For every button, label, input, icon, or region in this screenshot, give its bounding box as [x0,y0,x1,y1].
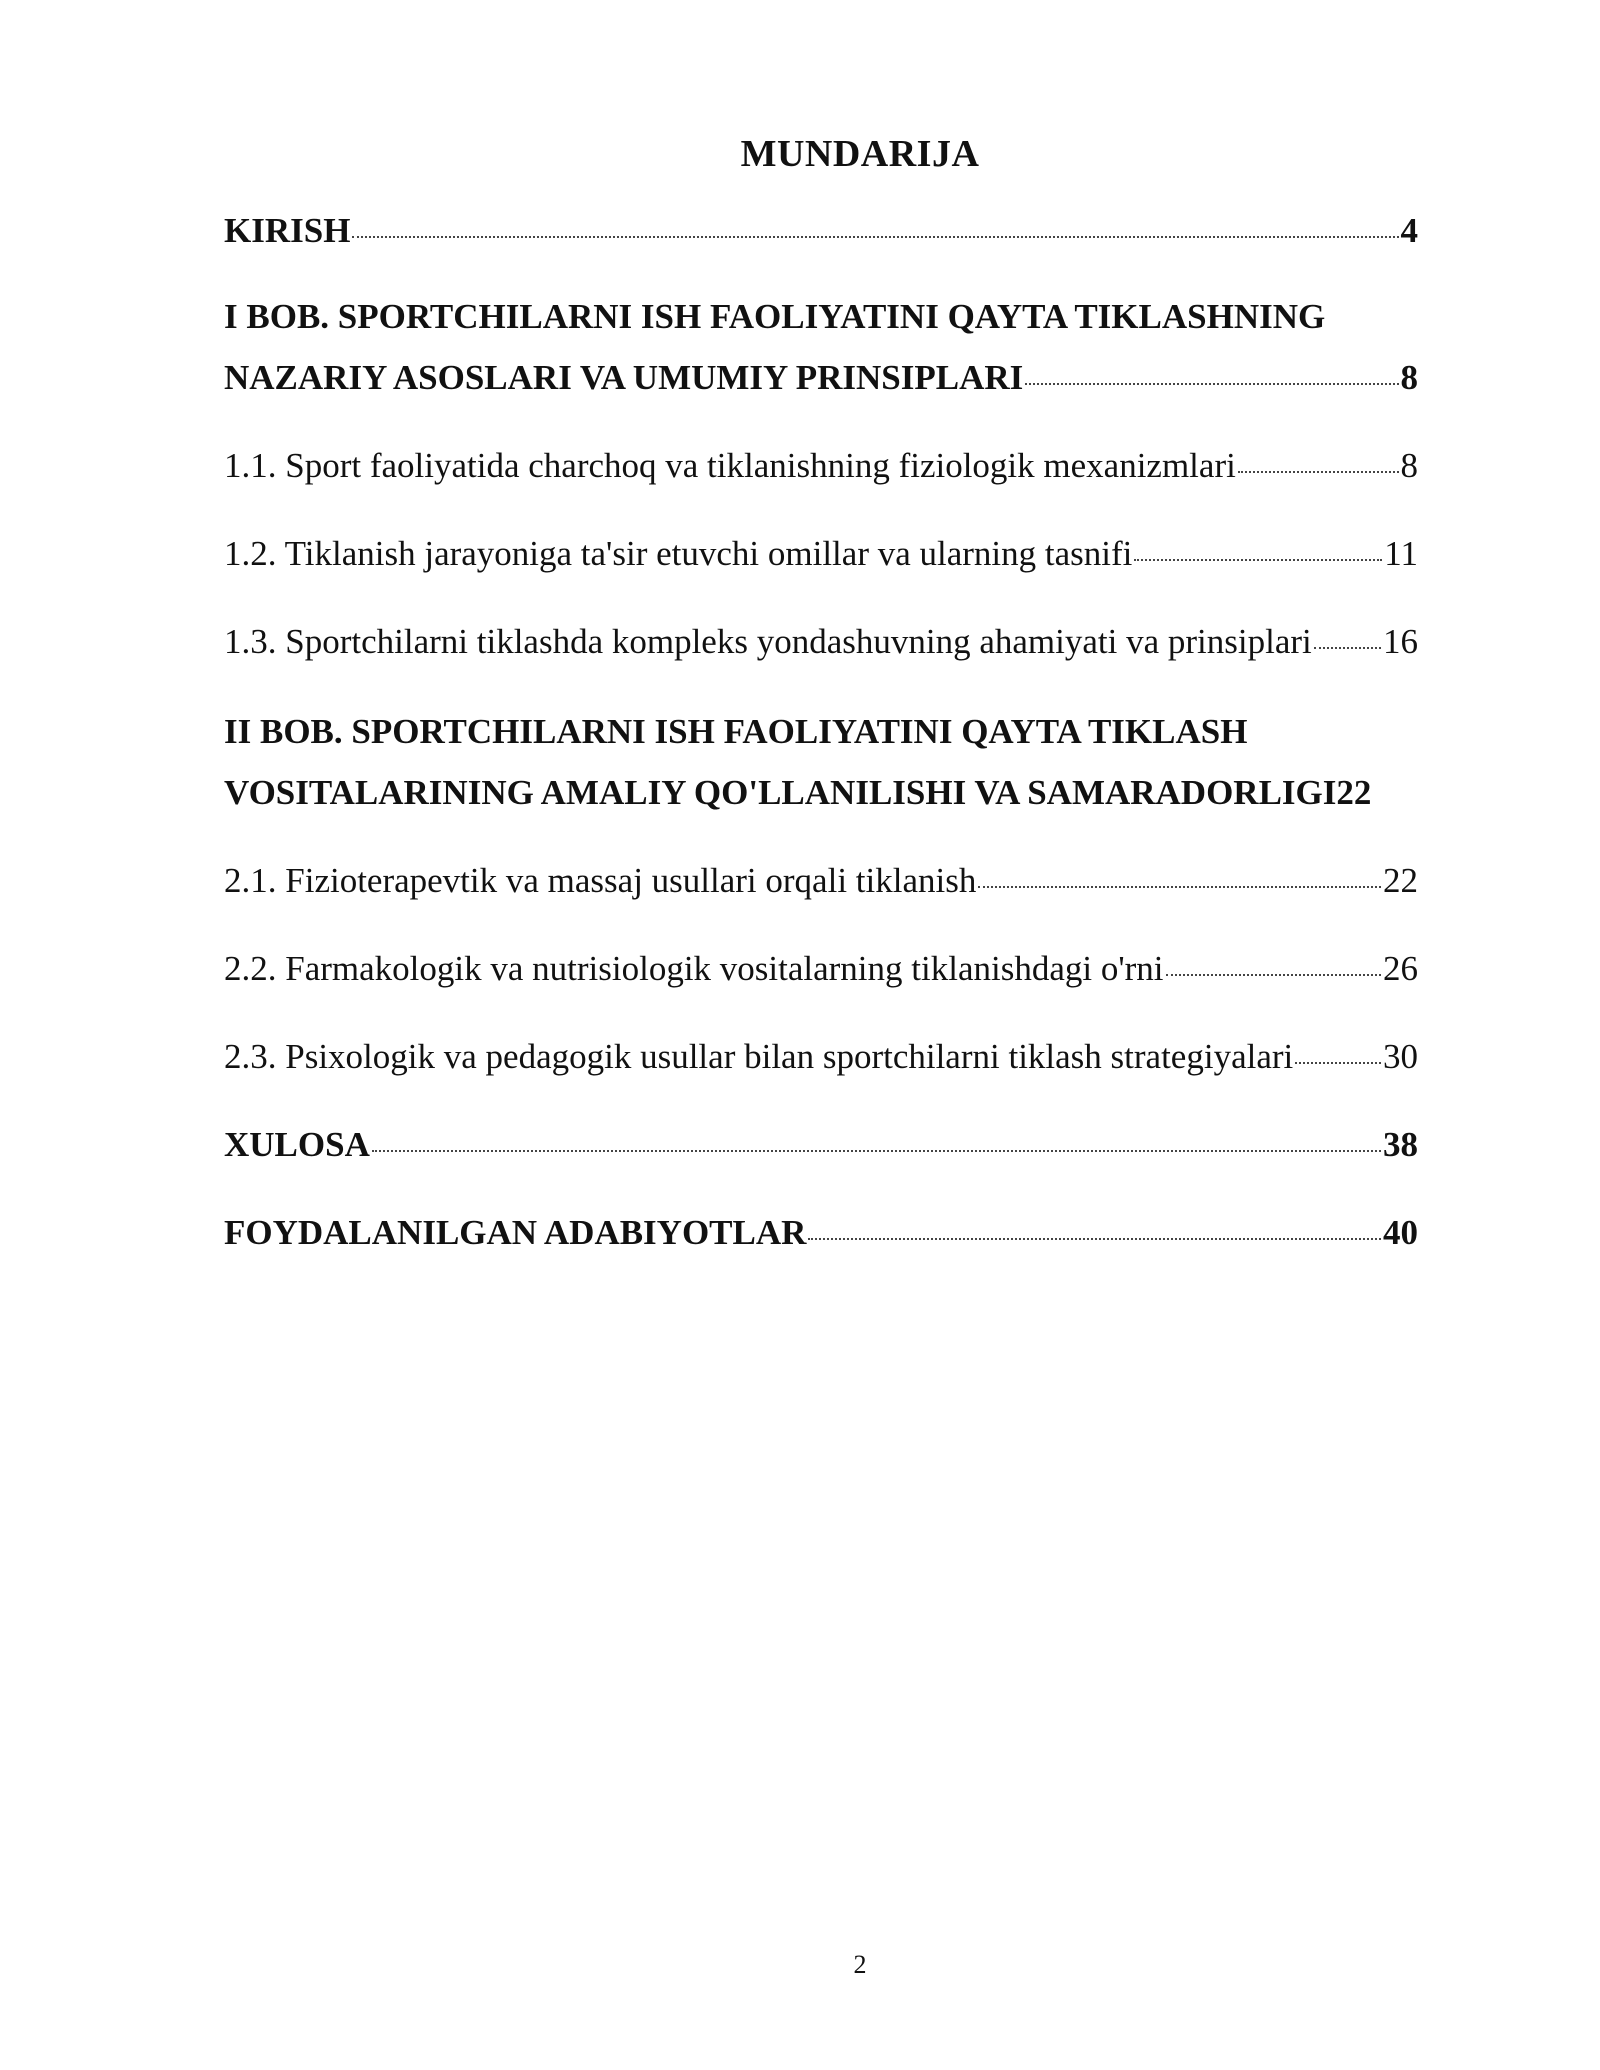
toc-entry-label: FOYDALANILGAN ADABIYOTLAR [224,1213,807,1252]
toc-entry-page: 4 [1400,211,1418,250]
toc-entry-page: 22 [1383,861,1418,900]
toc-entry-label: 2.2. Farmakologik va nutrisiologik vositalarning tiklanishdagi o'rni [224,949,1164,988]
toc-entry-2-3 [224,1034,1418,1080]
toc-entry-adabiyotlar [224,1210,1418,1256]
toc-entry-page: 30 [1383,1037,1418,1076]
toc-entry-label: 2.3. Psixologik va pedagogik usullar bilan sportchilarni tiklash strategiyalari [224,1037,1294,1076]
toc-entry-chapter-2 [224,770,1418,816]
toc-entry-label: VOSITALARINING AMALIY QO'LLANILISHI VA SAMARADORLIGI [224,773,1337,812]
toc-entry-label: 2.1. Fizioterapevtik va massaj usullari orqali tiklanish [224,861,977,900]
dot-leader [1295,1062,1381,1064]
dot-leader [1166,974,1381,976]
dot-leader [1134,559,1382,561]
dot-leader [1025,383,1398,385]
toc-entry-page: 8 [1400,446,1418,485]
dot-leader [1314,647,1381,649]
toc-entry-page: 40 [1383,1213,1418,1252]
toc-entry-label: 1.2. Tiklanish jarayoniga ta'sir etuvchi omillar va ularning tasnifi [224,534,1133,573]
toc-entry-page: 22 [1336,773,1372,812]
toc-entry-2-1 [224,858,1418,904]
toc-entry-page: 11 [1384,534,1418,573]
dot-leader [372,1150,1381,1152]
toc-entry-page: 16 [1383,622,1418,661]
toc-entry-xulosa [224,1122,1418,1168]
toc-title: MUNDARIJA [740,133,980,175]
toc-entry-1-3 [224,619,1418,665]
toc-entry-1-2 [224,531,1418,577]
toc-entry-label: KIRISH [224,211,351,250]
toc-entry-label: XULOSA [224,1125,370,1164]
toc-entry-1-1 [224,443,1418,489]
dot-leader [352,236,1398,238]
chapter-1-heading-line1: I BOB. SPORTCHILARNI ISH FAOLIYATINI QAYTA TIKLASHNING [224,297,1326,336]
chapter-2-heading-line1: II BOB. SPORTCHILARNI ISH FAOLIYATINI QAYTA TIKLASH [224,712,1248,751]
toc-entry-label: NAZARIY ASOSLARI VA UMUMIY PRINSIPLARI [224,358,1024,397]
toc-entry-chapter-1 [224,355,1418,401]
toc-entry-label: 1.3. Sportchilarni tiklashda kompleks yondashuvning ahamiyati va prinsiplari [224,622,1312,661]
dot-leader [978,886,1381,888]
toc-entry-page: 38 [1383,1125,1418,1164]
page-number: 2 [853,1950,867,1979]
dot-leader [808,1238,1381,1240]
toc-entry-page: 8 [1400,358,1418,397]
toc-entry-kirish [224,208,1418,254]
dot-leader [1238,471,1399,473]
toc-entry-2-2 [224,946,1418,992]
toc-entry-label: 1.1. Sport faoliyatida charchoq va tiklanishning fiziologik mexanizmlari [224,446,1236,485]
toc-entry-page: 26 [1383,949,1418,988]
